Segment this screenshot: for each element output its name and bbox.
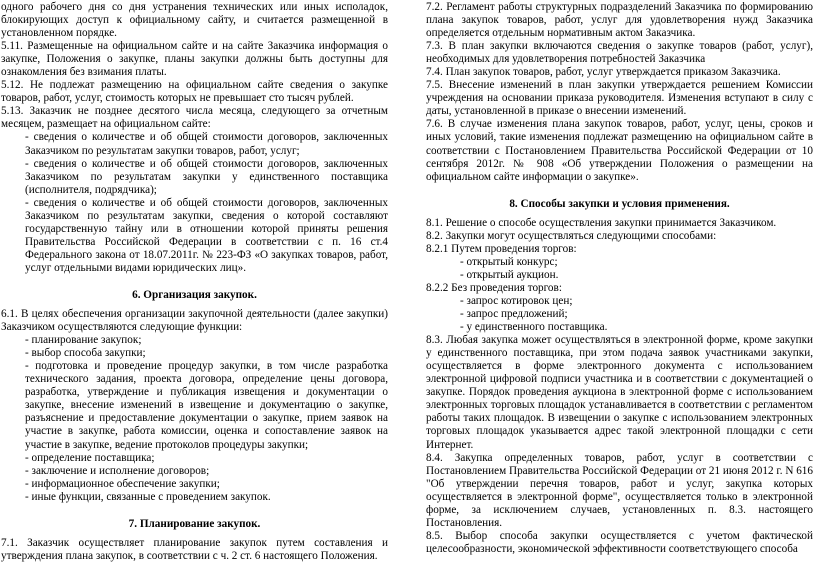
- section-heading-7: 7. Планирование закупок.: [128, 517, 261, 530]
- section-heading-6: 6. Организация закупок.: [132, 288, 257, 301]
- paragraph-5-11: 5.11. Размещенные на официальном сайте и на сайте Заказчика информация о закупке, Положения о закупке, планы закупки должны быть доступны для ознакомления без взимания платы.: [1, 40, 388, 79]
- left-column: [1, 1, 388, 563]
- list-item-method: - запрос предложений;: [460, 308, 568, 321]
- paragraph-7-4: 7.4. План закупок товаров, работ, услуг утверждается приказом Заказчика.: [426, 66, 781, 79]
- paragraph-8-2: 8.2. Закупки могут осуществляться следующими способами:: [426, 229, 717, 242]
- list-item-5-13-a: - сведения о количестве и об общей стоимости договоров, заключенных Заказчиком по результатам закупки товаров, работ, услуг;: [25, 131, 388, 157]
- paragraph-7-3: 7.3. В план закупки включаются сведения о закупке товаров (работ, услуг), необходимых для удовлетворения потребностей Заказчика: [426, 40, 813, 66]
- list-item-method: - открытый конкурс;: [460, 255, 558, 268]
- list-item-function: - определение поставщика;: [25, 451, 155, 464]
- list-item-function: - иные функции, связанные с проведением закупок.: [25, 490, 271, 503]
- list-item-5-13-c: - сведения о количестве и об общей стоимости договоров, заключенных Заказчиком по результатам закупки, сведения о которой составляют государственную тайну или в отношении которой приняты решения Правительства Российской Федерации в соответствии с п. 16 ст.4 Федерального закона от 18.07.2011г. № 223-ФЗ «О закупках товаров, работ, услуг отдельными видами юридических лиц».: [25, 196, 388, 274]
- paragraph-continuation: одного рабочего дня со дня устранения технических или иных исполадок, блокирующих доступ к официальному сайту, и считается размещенной в установленном порядке.: [1, 1, 388, 40]
- section-heading-8: 8. Способы закупки и условия применения.: [509, 197, 730, 210]
- paragraph-8-1: 8.1. Решение о способе осуществления закупки принимается Заказчиком.: [426, 216, 777, 229]
- list-item-function: - планирование закупок;: [25, 334, 142, 347]
- list-item-5-13-b: - сведения о количестве и об общей стоимости договоров, заключенных Заказчиком по результатам закупки у единственного поставщика (исполнителя, подрядчика);: [25, 157, 388, 196]
- paragraph-7-6: 7.6. В случае изменения плана закупок товаров, работ, услуг, цены, сроков и иных условий, такие изменения подлежат размещению на официальном сайте в соответствии с Постановлением Правительства Российской Федерации от 10 сентября 2012г. № 908 «Об утверждении Положения о размещении на официальном сайте информации о закупке».: [426, 118, 813, 183]
- list-item-function: - информационное обеспечение закупки;: [25, 477, 220, 490]
- paragraph-8-2-1: 8.2.1 Путем проведения торгов:: [426, 242, 577, 255]
- list-item-method: - у единственного поставщика.: [460, 321, 608, 334]
- list-item-function: - выбор способа закупки;: [25, 347, 146, 360]
- paragraph-7-1: 7.1. Заказчик осуществляет планирование закупок путем составления и утверждения плана закупок, в соответствии с ч. 2 ст. 6 настоящего Положения.: [1, 536, 388, 562]
- paragraph-8-3: 8.3. Любая закупка может осуществляться в электронной форме, кроме закупки у единственного поставщика, при этом подача заявок участниками закупки, осуществляется в форме электронного документа с использованием электронной цифровой подписи участника и в соответствии с документацией о закупке. Порядок проведения аукциона в электронной форме с использованием электронных торговых площадок устанавливается в соответствии с регламентом работы таких площадок. В извещении о закупке с использованием электронных торговых площадок указывается адрес такой электронной площадки с сети Интернет.: [426, 334, 813, 451]
- list-item-method: - запрос котировок цен;: [460, 294, 573, 307]
- paragraph-5-13: 5.13. Заказчик не позднее десятого числа месяца, следующего за отчетным месяцем, размещает на официальном сайте:: [1, 105, 388, 131]
- paragraph-8-2-2: 8.2.2 Без проведения торгов:: [426, 281, 562, 294]
- list-item-method: - открытый аукцион.: [460, 268, 559, 281]
- paragraph-7-2: 7.2. Регламент работы структурных подразделений Заказчика по формированию плана закупок товаров, работ, услуг для удовлетворения нужд Заказчика определяется отдельным нормативным актом Заказчика.: [426, 1, 813, 40]
- list-item-function: - подготовка и проведение процедур закупки, в том числе разработка технического задания, проекта договора, определение цены договора, разработка, утверждение и публикация извещения и документации о закупке, внесение изменений в извещение и документацию о закупке, разъяснение и предоставление документации о закупке, прием заявок на участие в закупке, работа комиссии, оценка и сопоставление заявок на участие в закупке, ведение протоколов процедуры закупки;: [25, 360, 388, 451]
- list-item-function: - заключение и исполнение договоров;: [25, 464, 210, 477]
- paragraph-7-5: 7.5. Внесение изменений в план закупки утверждается решением Комиссии учреждения на основании приказа руководителя. Изменения вступают в силу с даты, установленной в приказе о внесении изменений.: [426, 79, 813, 118]
- paragraph-8-5: 8.5. Выбор способа закупки осуществляется с учетом фактической целесообразности, экономической эффективности соответствующего способа: [426, 529, 813, 555]
- paragraph-8-4: 8.4. Закупка определенных товаров, работ, услуг в соответствии с Постановлением Правительства Российской Федерации от 21 июня 2012 г. N 616 "Об утверждении перечня товаров, работ и услуг, закупка которых осуществляется в электронной форме", осуществляется только в электронной форме, за исключением случаев, установленных п. 8.3. настоящего Постановления.: [426, 451, 813, 529]
- paragraph-6-1: 6.1. В целях обеспечения организации закупочной деятельности (далее закупки) Заказчиком осуществляются следующие функции:: [1, 308, 388, 334]
- paragraph-5-12: 5.12. Не подлежат размещению на официальном сайте сведения о закупке товаров, работ, услуг, стоимость которых не превышает сто тысяч рублей.: [1, 79, 388, 105]
- right-column: [426, 1, 813, 556]
